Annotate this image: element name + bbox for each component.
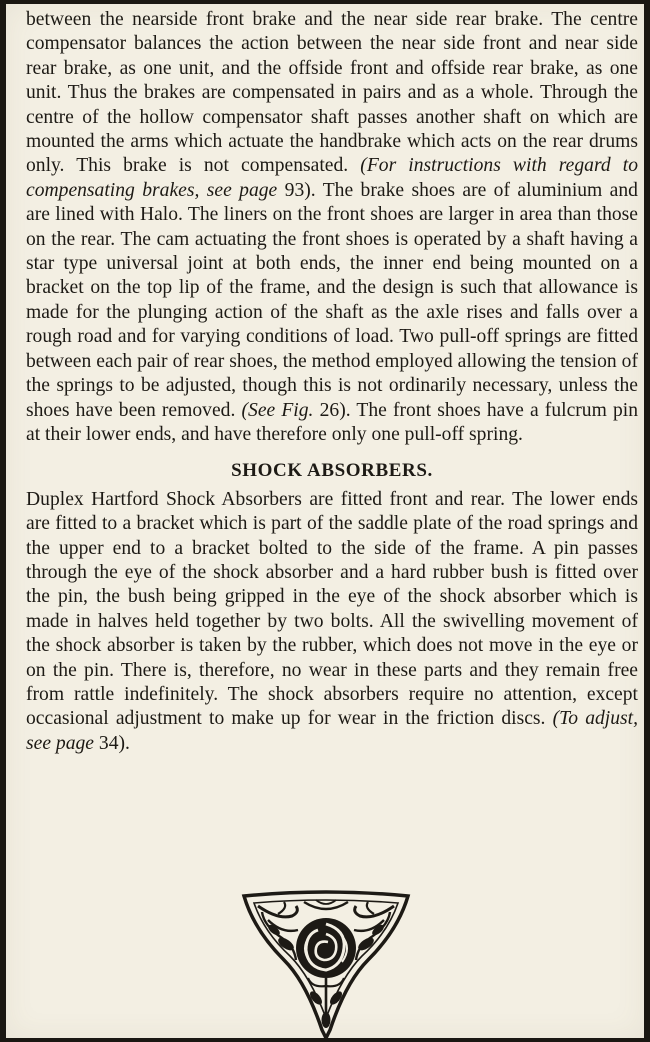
brakes-paragraph [26,8,638,447]
body-text [26,8,638,756]
paragraph-text: Duplex Hartford Shock Absorbers are fitted front and rear. The lower ends are fitted to a bracket which is part of the saddle plate of the road springs and the upper end to a bracket bolted to the side of the frame. A pin passes through the eye of the shock absorber and a hard rubber bush is fitted over the pin, the bush being gripped in the eye of the shock absorber which is made in halves held together by two bolts. All the swivelling movement of the shock absorber is taken by the rubber, which does not move in the eye or on the pin. There is, therefore, no wear in these parts and they remain free from rattle indefinitely. The shock absorbers require no attention, except occasional adjustment to make up for wear in the friction discs. [26,488,638,730]
shock-absorbers-paragraph [26,488,638,756]
floral-tailpiece-icon [238,890,414,1038]
paragraph-text: 34). [98,732,130,754]
italic-reference: (See Fig. [241,399,314,421]
section-heading: SHOCK ABSORBERS. [231,460,433,482]
paragraph-text: 26). The front shoes have a fulcrum pin at their lower ends, and have therefore only one pull-off spring. [26,399,638,445]
paragraph-text: 93). The brake shoes are of aluminium and are lined with Halo. The liners on the front shoes are larger in area than those on the rear. The cam actuating the front shoes is operated by a shaft having a star type universal joint at both ends, the inner end being mounted on a bracket on the top lip of the frame, and the design is such that allowance is made for the plunging action of the shaft as the axle rises and falls over a rough road and for varying conditions of load. Two pull-off springs are fitted between each pair of rear shoes, the method employed allowing the tension of the springs to be adjusted, though this is not ordinarily necessary, unless the shoes have been removed. [26,179,638,421]
book-page [6,4,644,1038]
paragraph-text: between the nearside front brake and the near side rear brake. The centre compensator balances the action between the near side front and near side rear brake, as one unit, and the offside front and offside rear brake, as one unit. Thus the brakes are compensated in pairs and as a whole. Through the centre of the hollow compensator shaft passes another shaft on which are mounted the arms which actuate the handbrake which acts on the rear drums only. This brake is not compensated. [26,9,638,177]
italic-reference: (For instructions with regard to compensating brakes, see page [26,155,638,201]
italic-reference: (To adjust, see page [26,708,638,754]
